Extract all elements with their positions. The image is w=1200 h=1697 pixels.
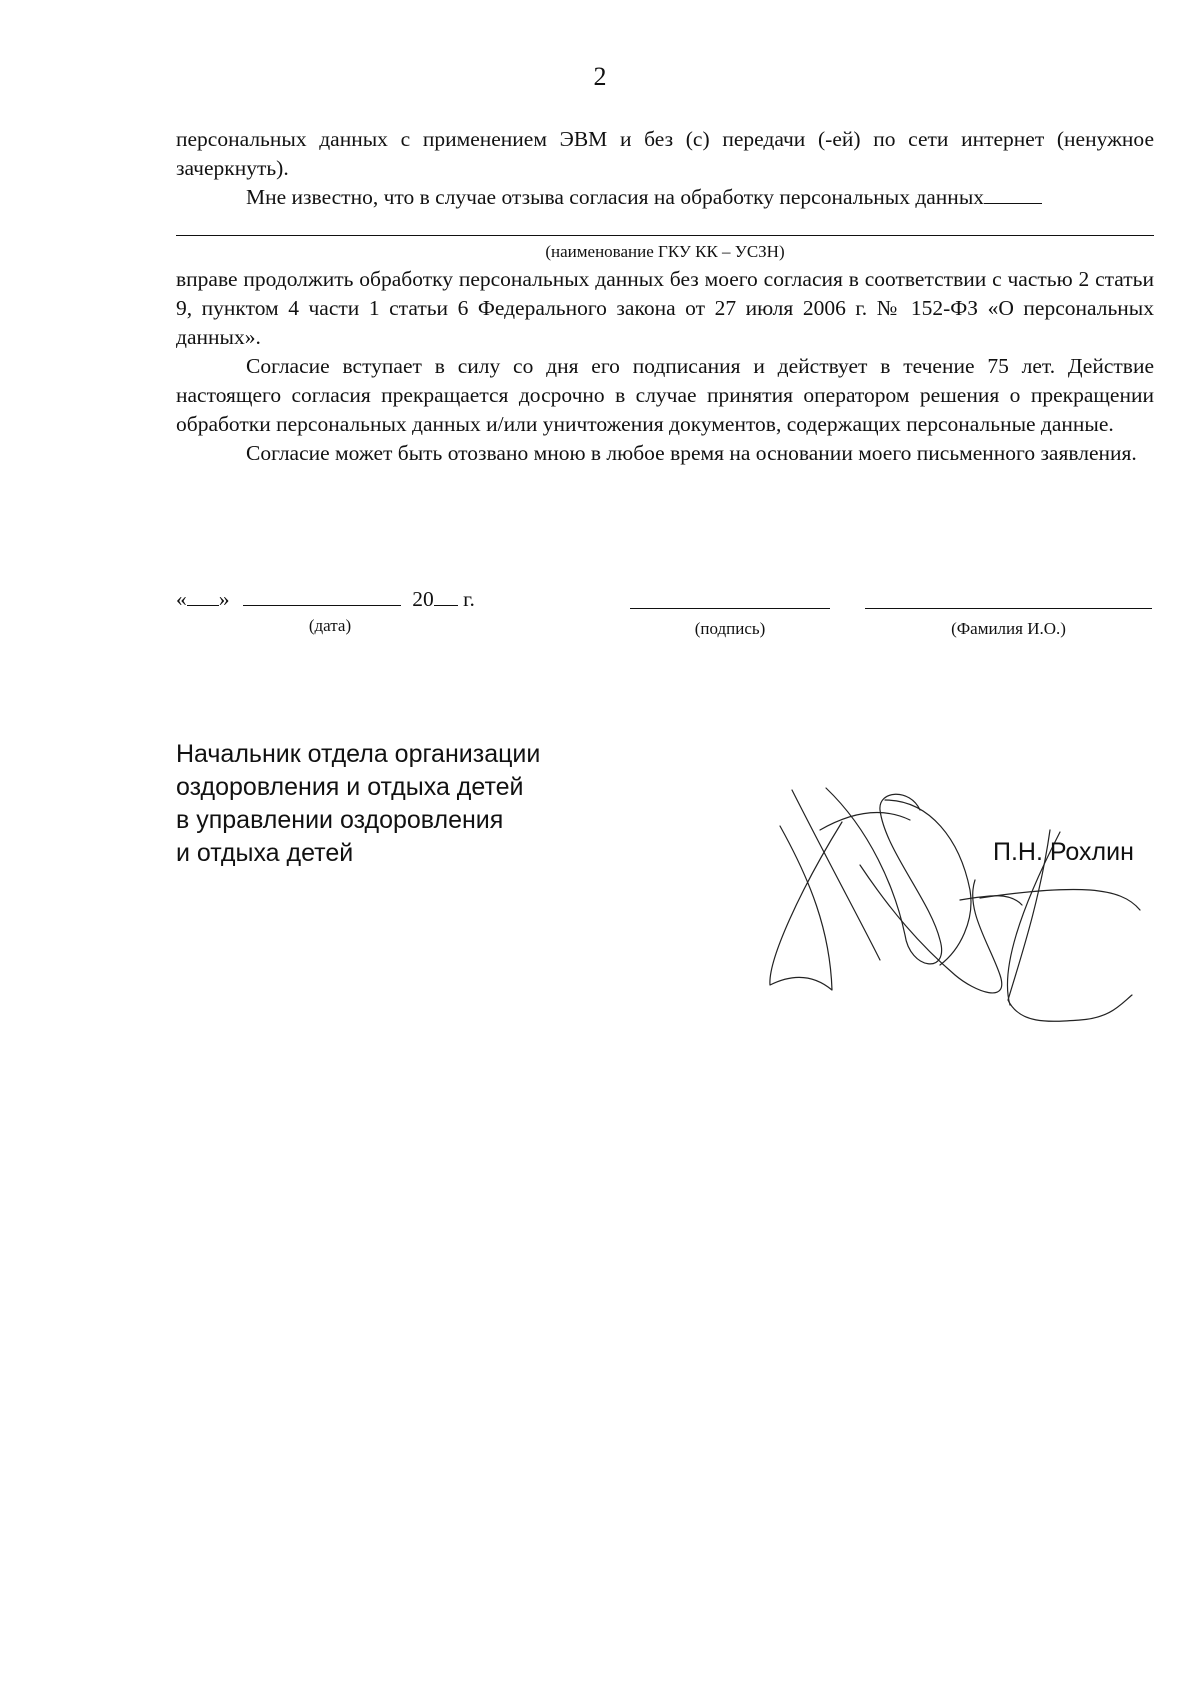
position-line: и отдыха детей — [176, 839, 354, 867]
signer-position — [176, 738, 540, 870]
consent-text-lower — [176, 265, 1154, 468]
quote-open: « — [176, 587, 187, 611]
quote-close: » — [218, 587, 230, 611]
month-blank — [243, 585, 401, 606]
position-line: в управлении оздоровления — [176, 806, 504, 834]
consent-text-upper — [176, 125, 1154, 212]
organization-inline-blank — [984, 185, 1042, 204]
paragraph-legal-basis: вправе продолжить обработку персональных данных без моего согласия в соответствии с частью 2 статьи 9, пунктом 4 части 1 статьи 6 Федерального закона от 27 июля 2006 г. № 152-ФЗ «О персональных данных». — [176, 267, 1154, 349]
withdrawal-notice-text: Мне известно, что в случае отзыва согласия на обработку персональных данных — [246, 185, 985, 209]
position-line: Начальник отдела организации — [176, 740, 541, 768]
year-suffix: г. — [457, 587, 475, 611]
year-prefix: 20 — [412, 587, 434, 611]
position-line: оздоровления и отдыха детей — [176, 773, 524, 801]
date-caption: (дата) — [308, 616, 352, 635]
paragraph-validity-term: Согласие вступает в силу со дня его подписания и действует в течение 75 лет. Действие настоящего согласия прекращается досрочно в случае принятия оператором решения о прекращении обработки персональных данных и/или уничтожения документов, содержащих персональные данные. — [176, 354, 1154, 436]
paragraph-processing-method: персональных данных с применением ЭВМ и без (с) передачи (-ей) по сети интернет (ненужное зачеркнуть). — [176, 127, 1154, 180]
full-name-caption: (Фамилия И.О.) — [951, 619, 1066, 638]
signature-line — [630, 608, 830, 609]
organization-name-line — [176, 235, 1154, 236]
page-number: 2 — [593, 62, 607, 91]
organization-name-caption: (наименование ГКУ КК – УСЗН) — [545, 242, 785, 261]
day-blank — [187, 585, 219, 606]
full-name-line — [865, 608, 1152, 609]
signer-name: П.Н. Рохлин — [993, 838, 1134, 866]
paragraph-withdrawal-notice — [176, 183, 1154, 212]
year-blank — [434, 585, 458, 606]
paragraph-revocation: Согласие может быть отозвано мною в любое время на основании моего письменного заявления. — [246, 441, 1137, 465]
date-field — [176, 585, 475, 613]
signature-caption: (подпись) — [694, 619, 766, 638]
handwritten-signature — [760, 770, 1180, 1030]
